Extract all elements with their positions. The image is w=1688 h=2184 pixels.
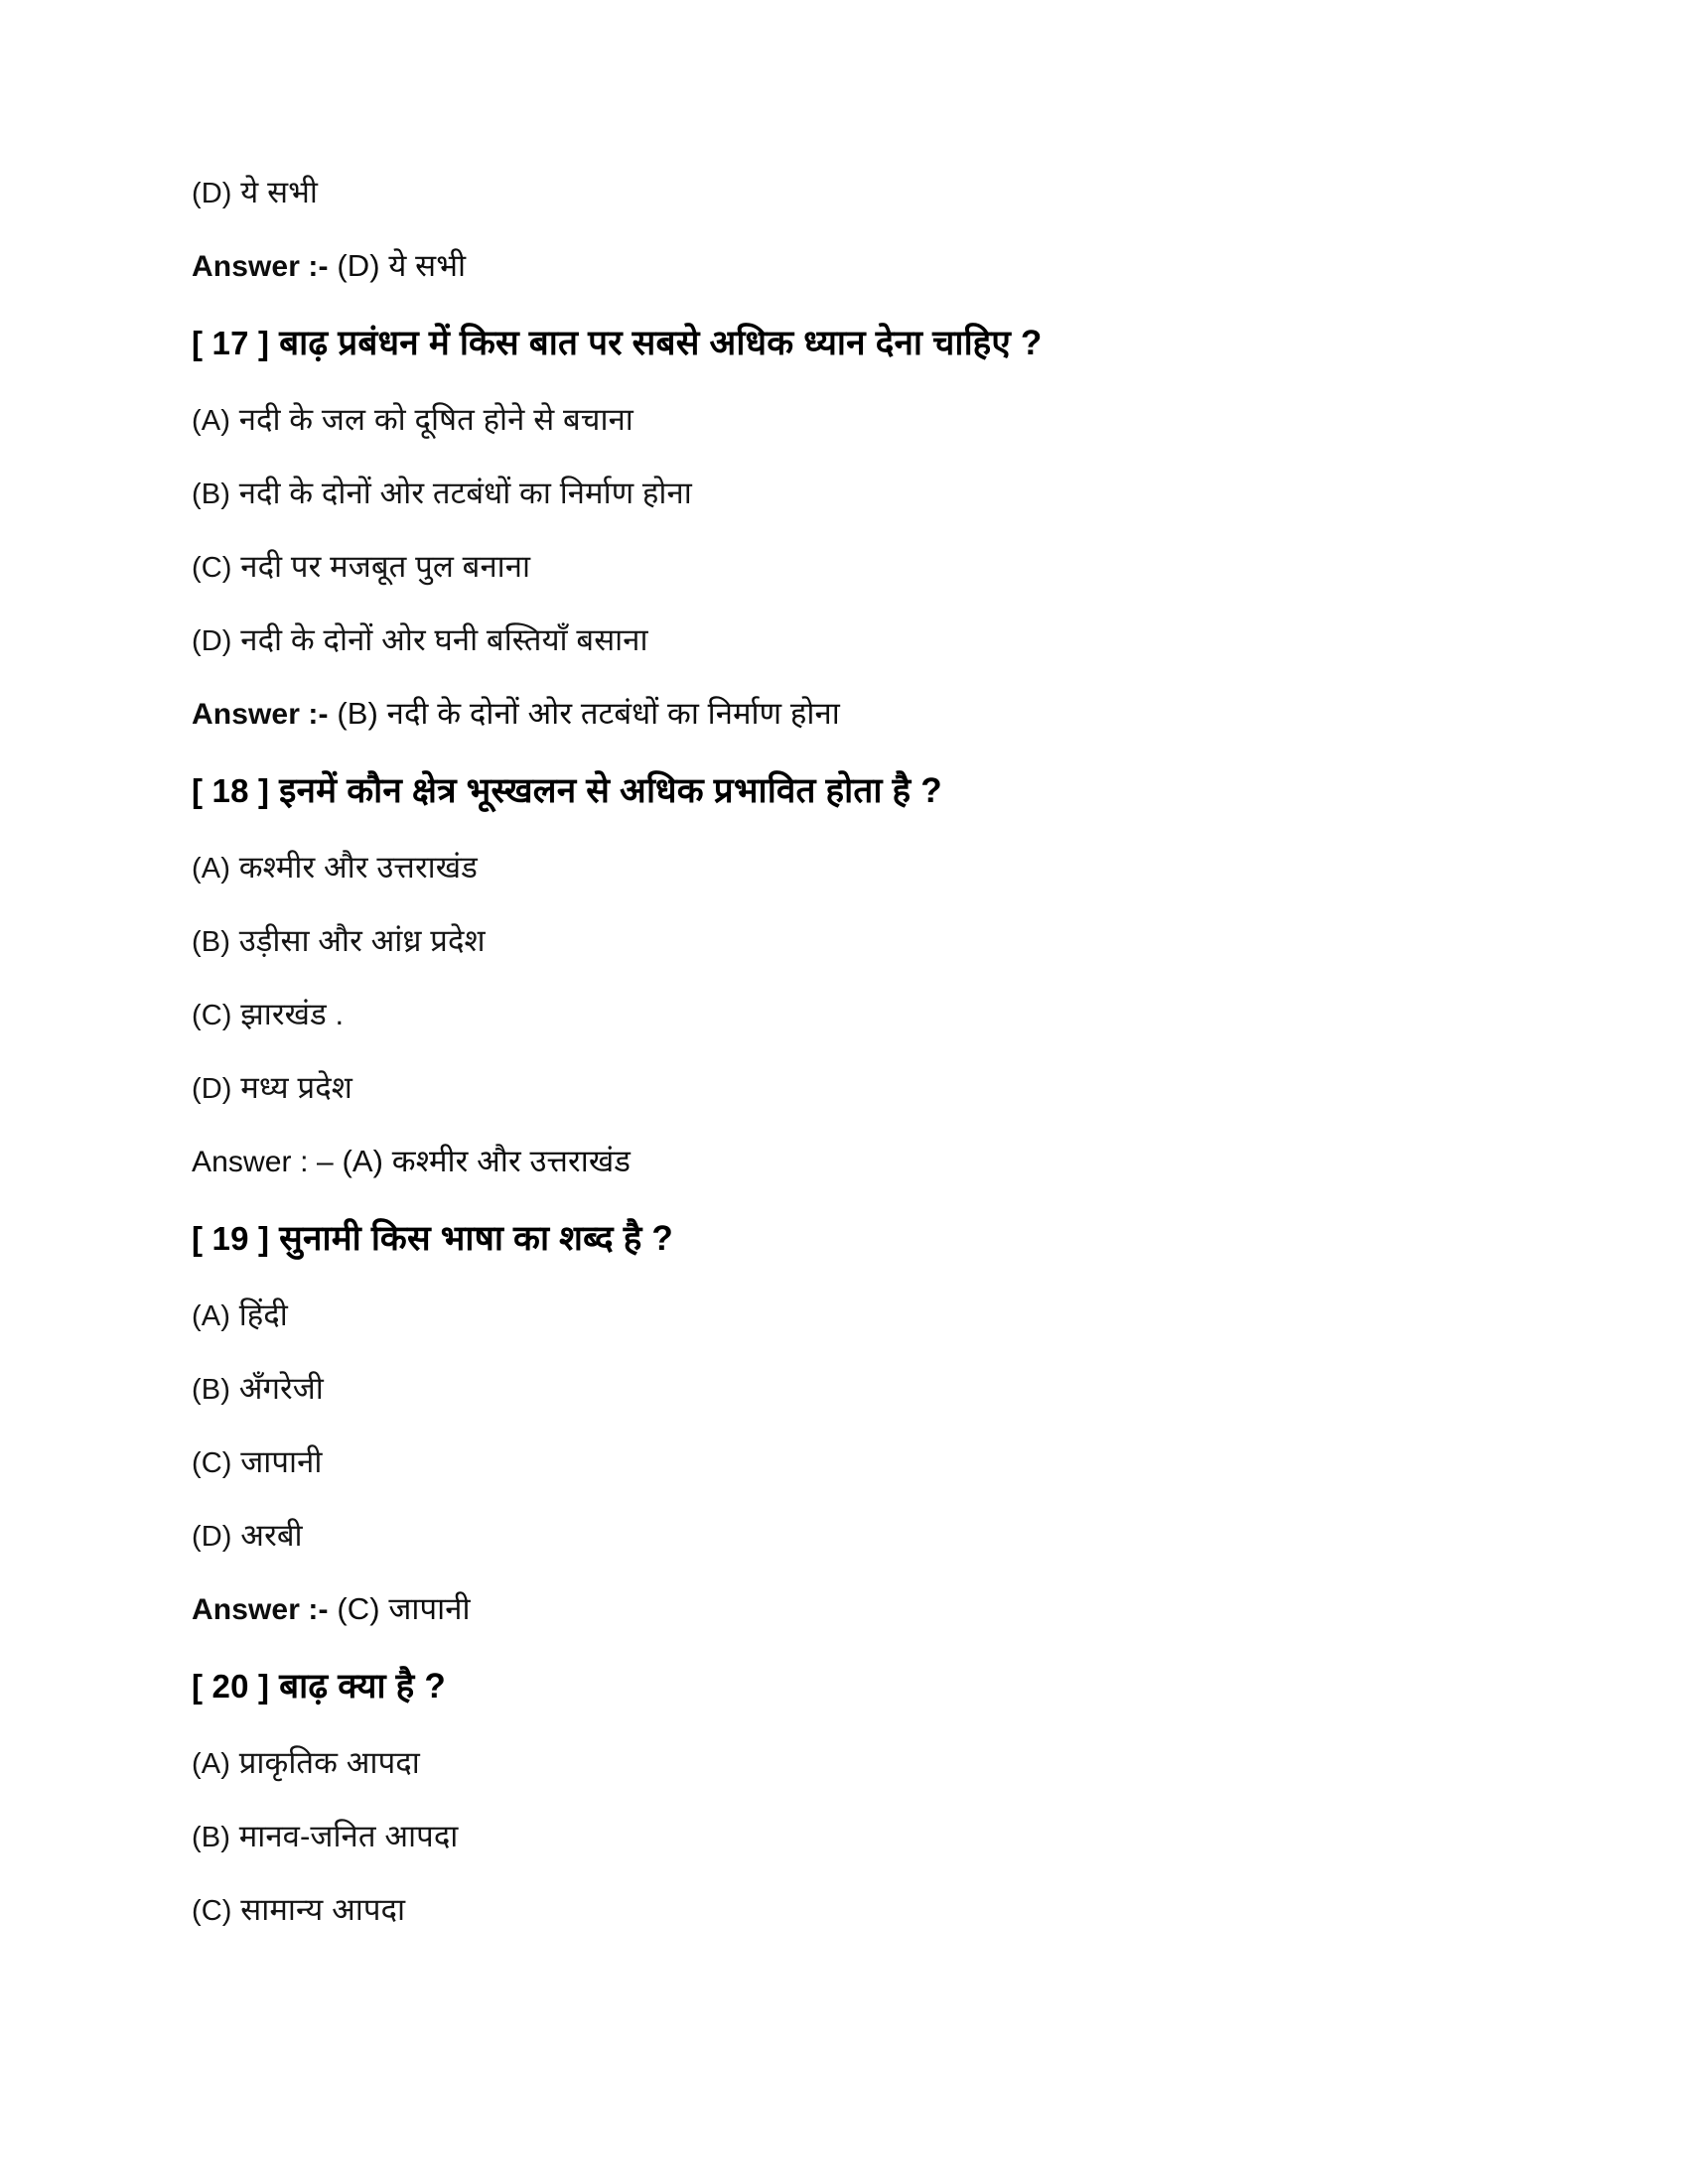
option-marker: (A): [192, 1300, 230, 1332]
option-text: अरबी: [240, 1518, 303, 1553]
option-text: प्राकृतिक आपदा: [238, 1745, 420, 1780]
answer-label: Answer :-: [192, 250, 329, 283]
option-line: [192, 1446, 1492, 1478]
question-text: बाढ़ प्रबंधन में किस बात पर सबसे अधिक ध्यान देना चाहिए ?: [279, 324, 1043, 362]
option-line: [192, 852, 1492, 884]
option-marker: (D): [192, 178, 232, 209]
question-block-20: [192, 1669, 1492, 1926]
option-text: मध्य प्रदेश: [240, 1070, 352, 1105]
option-line: [192, 1373, 1492, 1405]
option-text: मानव-जनित आपदा: [238, 1819, 459, 1853]
answer-marker: (A): [342, 1144, 384, 1178]
option-text: नदी के जल को दूषित होने से बचाना: [238, 402, 633, 437]
answer-text: नदी के दोनों ओर तटबंधों का निर्माण होना: [386, 696, 840, 731]
option-line: [192, 1894, 1492, 1926]
option-line: [192, 1747, 1492, 1779]
option-line: [192, 999, 1492, 1030]
option-line: [192, 404, 1492, 436]
answer-marker: (B): [337, 696, 378, 731]
question-block-17: [192, 326, 1492, 730]
option-line: [192, 177, 1492, 208]
option-text: सामान्य आपदा: [240, 1892, 406, 1927]
option-text: नदी के दोनों ओर तटबंधों का निर्माण होना: [238, 476, 692, 510]
option-text: जापानी: [240, 1444, 323, 1479]
option-text: झारखंड .: [240, 997, 345, 1031]
option-text: उड़ीसा और आंध्र प्रदेश: [238, 923, 486, 958]
question-number: [ 17 ]: [192, 325, 270, 361]
option-marker: (B): [192, 478, 230, 510]
option-text: नदी के दोनों ओर घनी बस्तियाँ बसाना: [240, 622, 648, 657]
option-text: नदी पर मजबूत पुल बनाना: [240, 549, 531, 584]
answer-label: Answer :-: [192, 1593, 329, 1626]
option-text: कश्मीर और उत्तराखंड: [238, 850, 478, 885]
option-marker: (C): [192, 1895, 232, 1927]
option-line: [192, 1821, 1492, 1852]
question-number: [ 19 ]: [192, 1220, 270, 1257]
question-heading: [192, 1669, 1492, 1704]
question-text: बाढ़ क्या है ?: [279, 1667, 446, 1706]
option-marker: (A): [192, 405, 230, 437]
continuation-block: [192, 177, 1492, 282]
option-line: [192, 1299, 1492, 1331]
option-line: [192, 478, 1492, 509]
question-block-19: [192, 1221, 1492, 1625]
answer-marker: (D): [337, 248, 380, 283]
option-marker: (C): [192, 1000, 232, 1031]
option-line: [192, 925, 1492, 957]
answer-line: [192, 250, 1492, 282]
question-heading: [192, 1221, 1492, 1256]
option-marker: (C): [192, 1447, 232, 1479]
option-marker: (C): [192, 552, 232, 584]
option-marker: (D): [192, 625, 232, 657]
question-heading: [192, 773, 1492, 808]
answer-label: Answer :-: [192, 698, 329, 731]
question-text: इनमें कौन क्षेत्र भूस्खलन से अधिक प्रभावित होता है ?: [279, 771, 942, 810]
option-marker: (D): [192, 1073, 232, 1105]
option-line: [192, 1072, 1492, 1104]
answer-marker: (C): [337, 1591, 380, 1626]
option-marker: (B): [192, 1374, 230, 1406]
question-text: सुनामी किस भाषा का शब्द है ?: [279, 1219, 673, 1258]
answer-label: Answer : –: [192, 1146, 334, 1178]
question-heading: [192, 326, 1492, 360]
option-marker: (D): [192, 1521, 232, 1553]
option-text: हिंदी: [238, 1297, 288, 1332]
option-line: [192, 551, 1492, 583]
answer-line: [192, 1146, 1492, 1177]
option-text: अँगरेजी: [238, 1371, 324, 1406]
option-marker: (A): [192, 853, 230, 885]
answer-line: [192, 698, 1492, 730]
answer-line: [192, 1593, 1492, 1625]
option-marker: (B): [192, 926, 230, 958]
question-number: [ 18 ]: [192, 772, 270, 809]
answer-text: कश्मीर और उत्तराखंड: [391, 1144, 632, 1178]
question-block-18: [192, 773, 1492, 1177]
option-marker: (B): [192, 1822, 230, 1853]
option-text: ये सभी: [240, 175, 319, 209]
option-line: [192, 624, 1492, 656]
question-number: [ 20 ]: [192, 1668, 270, 1705]
option-line: [192, 1520, 1492, 1552]
option-marker: (A): [192, 1748, 230, 1780]
answer-text: ये सभी: [388, 248, 467, 283]
page-content: [192, 177, 1492, 1926]
answer-text: जापानी: [388, 1591, 471, 1626]
